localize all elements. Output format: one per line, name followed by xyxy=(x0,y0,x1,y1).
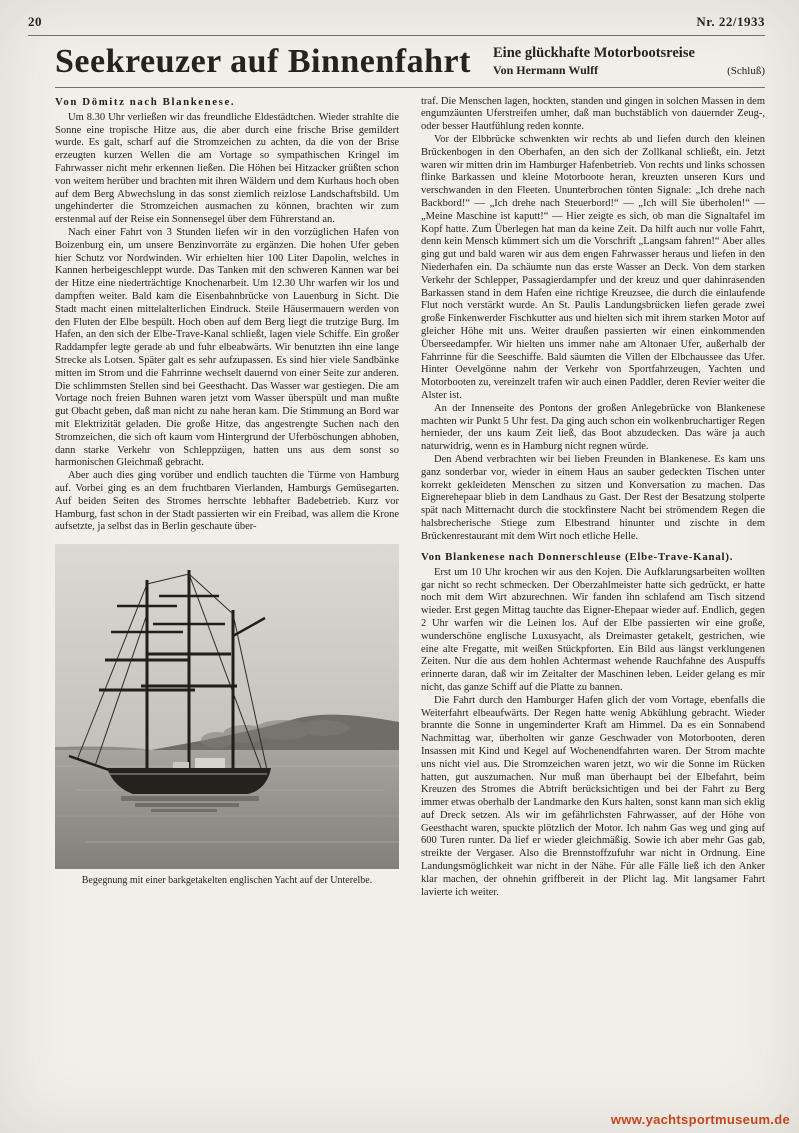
issue-number: Nr. 22/1933 xyxy=(696,14,765,29)
yacht-photo-illustration xyxy=(55,544,399,869)
left-column xyxy=(55,96,399,900)
article xyxy=(0,44,799,899)
article-title: Seekreuzer auf Binnenfahrt xyxy=(55,43,471,80)
paragraph: Um 8.30 Uhr verließen wir das freundliche Eldestädtchen. Wieder strahlte die Sonne eine tropische Hitze aus, die aber durch eine frische Brise gemildert wurde. Es galt, scharf auf die Stromzeichen zu achten, da die von der Brise erzeugten kurzen Wellen die am Vortage so sympathischen Kringel im Fahrwasser nicht mehr erkennen ließen. Die Höhen bei Hitzacker grüßten schon von weitem herüber und brachten mit ihren Wäldern und dem Kurhaus hoch oben auf dem Berg Abwechslung in das sonst ziemlich reizlose Landschaftsbild. Um ungehinderter die Stromzeichen ausmachen zu können, brachten wir zum erstenmal auf der Reise ein Sonnensegel über dem Führerstand an. xyxy=(55,111,399,226)
article-subheader xyxy=(493,45,765,80)
title-rule xyxy=(55,87,765,88)
byline-row xyxy=(493,63,765,78)
part-note: (Schluß) xyxy=(727,64,765,77)
section-heading-blankenese: Von Blankenese nach Donnerschleuse (Elbe-Trave-Kanal). xyxy=(421,550,734,563)
watermark-url: www.yachtsportmuseum.de xyxy=(610,1112,790,1127)
article-header xyxy=(55,44,765,80)
article-body xyxy=(55,96,765,900)
paragraph: Nach einer Fahrt von 3 Stunden liefen wir in den vorzüglichen Hafen von Boizenburg ein, um unsere Benzinvorräte zu ergänzen. Die hohen Ufer geben hier Schutz vor Nordwinden. Wir erhielten hier 100 Liter Dapolin, welches in Kannen herbeigeschleppt wurde. Das Tanken mit den schweren Kannen war bei der Hitze eine niederträchtige Knochenarbeit. Um 12.30 Uhr warfen wir los und dampften weiter. Bald kam die Eisenbahnbrücke von Lauenburg in Sicht. Die Stadt macht einen mittelalterlichen Eindruck. Steile Häusermauern werden von den Fluten der Elbe bespült. Hoch oben auf dem Berg liegt die trutzige Burg. Im Hafen, an den sich der Elbe-Trave-Kanal schließt, lagen viele Schiffe. Ein großer Raddampfer legte gerade ab und fuhr elbeabwärts. Wir benutzten ihn eine lange Strecke als Lotsen. Später galt es sehr aufzupassen. Es sind hier viele Sandbänke mitten im Strom und die Fahrrinne wechselt dauernd von einer Seite zur anderen. Die schlimmsten Stellen sind bei Geesthacht. Das Wasser war gestiegen. Die am Vortage noch freien Buhnen waren jetzt vom Wasser überspült und man mußte gut Obacht geben, daß man nicht zu nahe heran kam. Die Stimmung an Bord war mit Elektrizität geladen. Die große Hitze, das angestrengte Suchen nach den Stromzeichen, die sich oft kaum vom Hintergrund der Uferböschungen abhoben, dann starke Verkehr von Schleppzügen, hatten uns aus dem sonst so harmonischen Gleichmaß gebracht. xyxy=(55,227,399,469)
paragraph: Erst um 10 Uhr krochen wir aus den Kojen. Die Aufklarungsarbeiten wollten gar nicht so recht schmecken. Der Oberzahlmeister hatte sich gedrückt, er hatte noch mit dem Wirt abzurechnen. Wir fanden ihn schlafend am Tisch sitzend wieder. Erst gegen Mittag tauchte das Eigner-Ehepaar wieder auf. Endlich, gegen 2 Uhr warfen wir die Leinen los. Auf der Elbe passierten wir eine große, wunderschöne englische Luxusyacht, als Dreimaster getakelt, gestrichen, wie eine alte Fregatte, mit weißen Stückpforten. Ein Bild aus längst verklungenen Zeiten. Nur die aus dem hohlen Achtermast wehende Rauchfahne des Auspuffs erinnerte daran, daß wir im Zeitalter der Maschinen leben. Leider gelang es mir nicht, das ganze Schiff auf die Platte zu bannen. xyxy=(421,566,765,693)
right-column xyxy=(421,96,765,900)
paragraph: Die Fahrt durch den Hamburger Hafen glich der vom Vortage, ebenfalls die Weiterfahrt elbeaufwärts. Der Regen hatte wenig Abkühlung gebracht. Wieder brannte die Sonne in ungeminderter Kraft am Himmel. Da es ein Sonnabend Nachmittag war, überholten wir ganze Geschwader von Motorbooten, deren Insassen mit Kind und Kegel auf Wochenendfahrten waren. Der Strom machte uns nicht viel aus. Die Stromzeichen waren jetzt, wo wir die Sonne im Rücken hatten, gut auszumachen. Nur muß man überhaupt bei der Elbefahrt, beim Kreuzen des Stromes die Abtrift berücksichtigen und bei der Fahrt zu Berg immer etwas oberhalb der Landmarke den Kurs halten, sonst kann man sich eklig auf Dreck setzen. Als wir im gefährlichsten Fahrwasser, auf der Höhe von Geesthacht waren, spuckte plötzlich der Motor. Ich nahm Gas weg und ging auf 600 Turen runter. Da lief er wieder gleichmäßig. Sowie ich aber mehr Gas gab, streikte der Vergaser. Also die Brennstoffzufuhr war nicht in Ordnung. Eine Landungsmöglichkeit war nicht in der Nähe. Für alle Fälle ließ ich den Anker klar machen, der ohnehin griffbereit in der Plicht lag. Mit langsamer Fahrt lavierte ich weiter. xyxy=(421,694,765,898)
paragraph: An der Innenseite des Pontons der großen Anlegebrücke von Blankenese machten wir Punkt 5 Uhr fest. Da ging auch schon ein wolkenbruchartiger Regen hernieder, der uns kaum Zeit ließ, das Boot abzudecken. Das wäre ja auch naturwidrig, wenn es in Hamburg nicht regnen würde. xyxy=(421,402,765,453)
yacht-photo xyxy=(55,544,399,869)
header-rule xyxy=(28,35,765,36)
photo-figure xyxy=(55,544,399,887)
page-number: 20 xyxy=(28,14,42,29)
running-header xyxy=(0,0,799,30)
article-byline: Von Hermann Wulff xyxy=(493,62,599,77)
paragraph: Vor der Elbbrücke schwenkten wir rechts ab und liefen durch den kleinen Brückenbogen in den Oberhafen, an den sich der Zollkanal schließt, ein. Jetzt waren wir mitten drin im Hamburger Hafenbetrieb. Von rechts und links schossen flinke Barkassen und kleine Motorboote heran, kreuzten unseren Kurs und verschwanden in den Fleeten. Ununterbrochen tönten Signale: „Ich drehe nach Backbord!“ — „Ich drehe nach Steuerbord!“ — „Ich will Sie überholen!“ — „Meine Maschine ist kaputt!“ — Hier zeigte es sich, ob man die Signaltafel im Kopf hatte. Zum Überlegen hat man da keine Zeit. Da hilft auch nur volle Fahrt, denn kein Mensch kümmert sich um die Vorschrift „Langsam fahren!“ Aber alles ging gut und bald waren wir aus dem engen Fahrwasser heraus und liefen in den Niederhafen ein. Da schäumte nun das erste Wasser an Deck. Von dem starken Verkehr der Schlepper, Passagierdampfer und der kreuz und quer dahinrasenden Barkassen stand in dem Hafen eine richtige Kreuzsee, die durch die einlaufende Flut noch verstärkt wurde. An St. Paulis Landungsbrücken liefen gerade zwei große Finkenwerder Fischkutter aus und hielten sich mit ihrem starken Motor auf gleicher Höhe mit uns. Weiter draußen passierten wir einen einkommenden Überseedampfer. Wir hielten uns immer nahe am Altonaer Ufer, außerhalb der Fahrrinne für die Seeschiffe. Bald säumten die Villen der Elbchaussee das Ufer. Hinter Oevelgönne nahm der Verkehr von Sportfahrzeugen, Yachten und Motorbooten zu, vereinzelt trafen wir auch einen Paddler, deren Revier weiter die Alster ist. xyxy=(421,134,765,402)
paragraph: Den Abend verbrachten wir bei lieben Freunden in Blankenese. Es kam uns ganz sonderbar vor, wieder in einem Haus an sauber gedeckten Tischen unter korrekt gekleideten Menschen zu sitzen und Konversation zu machen. Das Eignerehepaar blieb in dem Landhaus zu Gast. Der Rest der Besatzung stolperte spät nach Mitternacht durch die stockfinstere Nacht bei strömendem Regen die halsbrecherische Stiege zum Elbestrand hinunter und zischte in dem Brückenrestaurant mit dem Wirt noch etliche Helle. xyxy=(421,454,765,542)
paragraph: Aber auch dies ging vorüber und endlich tauchten die Türme von Hamburg auf. Vorbei ging es an dem fruchtbaren Vierlanden, Hamburgs Gemüsegarten. Auf beiden Seiten des Stromes herrschte lebhafter Badebetrieb. Kurz vor Hamburg, fast schon in der Stadt passierten wir ein Freibad, was allem die Krone aufsetzte, ja selbst das in Berlin geschaute über- xyxy=(55,470,399,533)
photo-caption: Begegnung mit einer barkgetakelten englischen Yacht auf der Unterelbe. xyxy=(81,875,373,887)
article-subtitle: Eine glückhafte Motorbootsreise xyxy=(493,44,695,61)
paragraph: traf. Die Menschen lagen, hockten, standen und gingen in solchen Massen in dem engumzäunten Uferstreifen umher, daß man buchstäblich von dauernder Zeug-, oder besser Hautfühlung reden konnte. xyxy=(421,95,765,133)
section-heading-doemitz: Von Dömitz nach Blankenese. xyxy=(55,95,236,108)
